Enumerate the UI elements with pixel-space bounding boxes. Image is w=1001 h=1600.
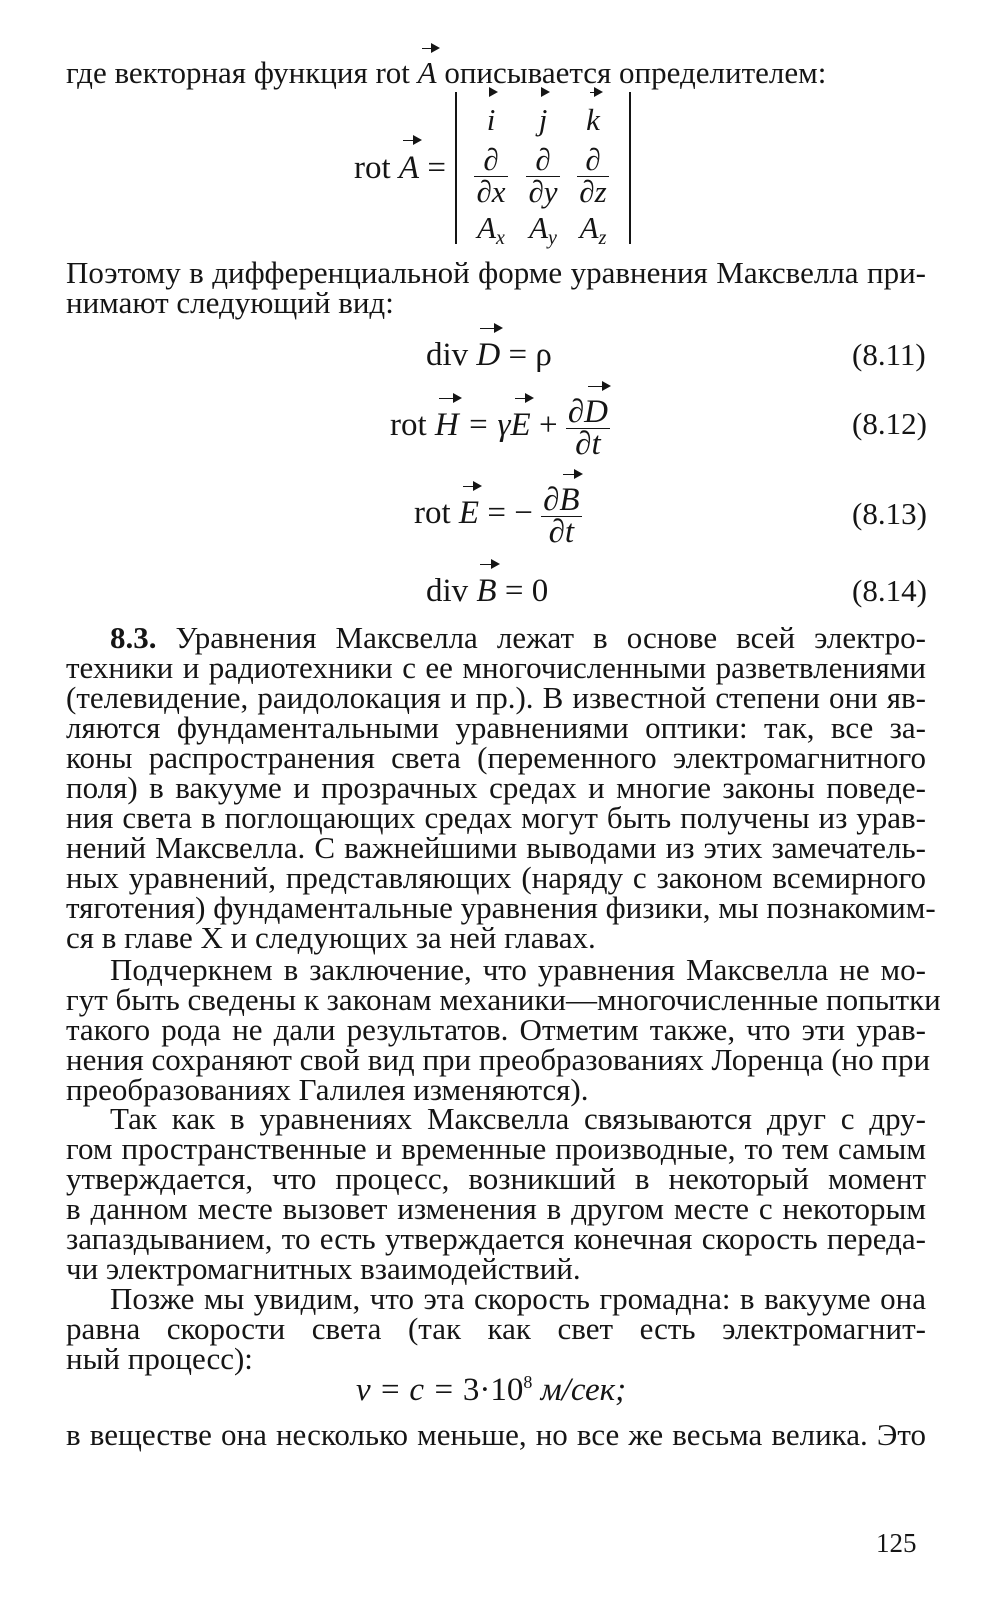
- equation-8-14: div B = 0: [426, 573, 549, 609]
- det-equals: =: [427, 150, 446, 186]
- equation-8-11: div D = ρ: [426, 337, 552, 373]
- therefore-paragraph: [66, 255, 926, 320]
- section-8-3-line-1: 8.3. Уравнения Максвелла лежат в основе всей электро-: [110, 620, 926, 655]
- paragraph-3-line-3: утверждается, что процесс, возникший в некоторый момент: [66, 1161, 926, 1196]
- equation-number-8-12: (8.12): [852, 406, 927, 441]
- paragraph-3-line-5: запаздыванием, то есть утверждается конечная скорость переда-: [66, 1221, 926, 1256]
- section-8-3-line-4: ляются фундаментальными уравнениями оптики: так, все за-: [66, 710, 926, 745]
- eq-8-13-lhs-vector: E: [458, 495, 480, 532]
- paragraph-2-line-3: такого рода не дали результатов. Отметим также, что эти урав-: [66, 1012, 926, 1047]
- det-rot: rot: [354, 150, 391, 186]
- paragraph-2-line-4: нения сохраняют свой вид при преобразованиях Лоренца (но при: [66, 1042, 931, 1077]
- section-8-3-line-6: поля) в вакууме и прозрачных средах и многие законы поведе-: [66, 770, 926, 805]
- final-paragraph: [66, 1417, 926, 1452]
- det-cell-dz: $\frac{\partial}{\partial z}$: [579, 142, 607, 209]
- paragraph-4-line-3: ный процесс):: [66, 1341, 253, 1376]
- equation-number-8-14: (8.14): [852, 573, 927, 608]
- intro-vector: A: [417, 55, 437, 90]
- det-lhs-vector: A: [398, 150, 420, 186]
- det-cell-dx: $\frac{\partial}{\partial x}$: [476, 142, 506, 209]
- equation-8-12: rot H = γE + $\frac{\partial D}{\partial t}$: [390, 394, 608, 462]
- eq-8-14-vector: B: [476, 573, 497, 609]
- section-label: 8.3.: [110, 620, 157, 655]
- eq-8-12-lhs-vector: H: [434, 407, 459, 444]
- section-8-3-line-2: техники и радиотехники с ее многочисленными разветвлениями: [66, 650, 926, 685]
- therefore-line-1: Поэтому в дифференциальной форме уравнения Максвелла при-: [66, 255, 926, 290]
- paragraph-3-line-1: Так как в уравнениях Максвелла связываются друг с дру-: [110, 1101, 926, 1136]
- therefore-line-2: нимают следующий вид:: [66, 285, 394, 320]
- intro-text-after: описывается определителем:: [436, 55, 827, 90]
- section-8-3-line-10: тяготения) фундаментальные уравнения физики, мы познакомим-: [66, 890, 936, 925]
- det-cell-az: $A_z$: [579, 210, 607, 249]
- section-8-3-line-8: нений Максвелла. С важнейшими выводами из этих замечатель-: [66, 830, 926, 865]
- section-8-3-line-9: ных уравнений, представляющих (наряду с законом всемирного: [66, 860, 926, 895]
- det-cell-i: i: [486, 102, 496, 137]
- paragraph-4: [66, 1281, 926, 1376]
- det-cell-j: j: [538, 102, 548, 137]
- determinant-matrix: [455, 92, 631, 249]
- intro-text-before: где векторная функция rot: [66, 55, 418, 90]
- paragraph-3: [66, 1101, 926, 1286]
- eq-8-13-fraction: $\frac{\partial B}{\partial t}$: [543, 482, 580, 550]
- section-8-3-line-5: коны распространения света (переменного электромагнитного: [66, 740, 926, 775]
- section-8-3-paragraph: [66, 620, 936, 955]
- paragraph-3-line-2: гом пространственные и временные производные, то тем самым: [66, 1131, 926, 1166]
- det-cell-k: k: [586, 102, 600, 137]
- equation-number-8-11: (8.11): [852, 337, 926, 372]
- eq-8-12-rhs-vector: E: [510, 407, 531, 444]
- paragraph-4-line-1: Позже мы увидим, что эта скорость громадна: в вакууме она: [110, 1281, 926, 1316]
- determinant-lhs: [354, 150, 446, 187]
- section-8-3-line-11: ся в главе X и следующих за ней главах.: [66, 920, 596, 955]
- paragraph-3-line-6: чи электромагнитных взаимодействий.: [66, 1251, 581, 1286]
- eq-8-12-fraction: $\frac{\partial D}{\partial t}$: [567, 394, 608, 462]
- final-line: в веществе она несколько меньше, но все же весьма велика. Это: [66, 1417, 926, 1452]
- paragraph-2-line-5: преобразованиях Галилея изменяются).: [66, 1072, 589, 1107]
- section-8-3-line-7: ния света в поглощающих средах могут быть получены из урав-: [66, 800, 926, 835]
- speed-formula: $v = c = 3\cdot 10^8$ м/сек;: [356, 1372, 627, 1408]
- paragraph-2-line-1: Подчеркнем в заключение, что уравнения Максвелла не мо-: [110, 952, 926, 987]
- section-8-3-line-3: (телевидение, раидолокация и пр.). В известной степени они яв-: [66, 680, 926, 715]
- det-cell-ax: $A_x$: [477, 210, 505, 249]
- equation-8-13: rot E = − $\frac{\partial B}{\partial t}$: [414, 482, 580, 550]
- eq-8-11-vector: D: [476, 337, 501, 373]
- det-cell-ay: $A_y$: [529, 210, 557, 249]
- paragraph-2-line-2: гут быть сведены к законам механики—многочисленные попытки: [66, 982, 941, 1017]
- intro-line: [66, 55, 827, 90]
- page-number: 125: [876, 1528, 917, 1558]
- equation-number-8-13: (8.13): [852, 496, 927, 531]
- det-cell-dy: $\frac{\partial}{\partial y}$: [528, 142, 558, 209]
- paragraph-3-line-4: в данном месте вызовет изменения в другом месте с некоторым: [66, 1191, 926, 1226]
- paragraph-2: [66, 952, 941, 1107]
- paragraph-4-line-2: равна скорости света (так как свет есть электромагнит-: [66, 1311, 926, 1346]
